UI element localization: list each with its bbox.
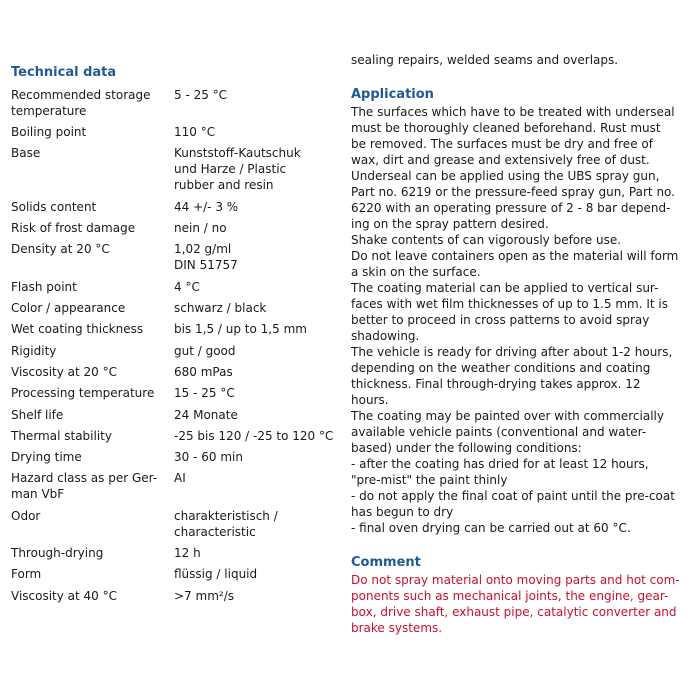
tech-label: Base bbox=[11, 146, 41, 160]
tech-value: 5 - 25 °C bbox=[174, 88, 228, 102]
tech-value: flüssig / liquid bbox=[174, 567, 258, 581]
tech-value: gut / good bbox=[174, 344, 236, 358]
tech-label: Drying time bbox=[11, 450, 82, 464]
tech-value: AI bbox=[174, 471, 186, 485]
top-continuation-text: sealing repairs, welded seams and overlaps. bbox=[351, 53, 619, 67]
tech-value: schwarz / black bbox=[174, 301, 267, 315]
tech-label: Processing temperature bbox=[11, 386, 155, 400]
tech-value: >7 mm²/s bbox=[174, 589, 234, 603]
tech-value: 30 - 60 min bbox=[174, 450, 243, 464]
tech-label: Thermal stability bbox=[11, 429, 112, 443]
tech-label: Hazard class as per Ger- man VbF bbox=[11, 471, 158, 501]
tech-label: Viscosity at 40 °C bbox=[11, 589, 118, 603]
tech-label: Density at 20 °C bbox=[11, 242, 110, 256]
tech-label: Risk of frost damage bbox=[11, 221, 136, 235]
tech-label: Solids content bbox=[11, 200, 97, 214]
tech-value: 110 °C bbox=[174, 125, 216, 139]
application-heading: Application bbox=[351, 87, 434, 102]
tech-value: -25 bis 120 / -25 to 120 °C bbox=[174, 429, 334, 443]
tech-value: 680 mPas bbox=[174, 365, 233, 379]
tech-label: Flash point bbox=[11, 280, 77, 294]
tech-value: 1,02 g/ml DIN 51757 bbox=[174, 242, 238, 272]
tech-value: charakteristisch / characteristic bbox=[174, 509, 278, 539]
tech-label: Viscosity at 20 °C bbox=[11, 365, 118, 379]
tech-label: Shelf life bbox=[11, 408, 64, 422]
tech-label: Boiling point bbox=[11, 125, 87, 139]
tech-value: 15 - 25 °C bbox=[174, 386, 235, 400]
tech-label: Recommended storage temperature bbox=[11, 88, 151, 118]
tech-label: Form bbox=[11, 567, 42, 581]
tech-value: 24 Monate bbox=[174, 408, 238, 422]
tech-value: Kunststoff-Kautschuk und Harze / Plastic rubber and resin bbox=[174, 146, 301, 192]
tech-label: Rigidity bbox=[11, 344, 57, 358]
tech-label: Odor bbox=[11, 509, 41, 523]
comment-heading: Comment bbox=[351, 555, 421, 570]
application-text: The surfaces which have to be treated with underseal must be thoroughly cleaned beforehand. Rust must be removed. The surfaces must be dry and free of wax, dirt and grease and extensively free of dust. Underseal can be applied using the UBS spray gun, Part no. 6219 or the pressure-feed spray gun, Part no. 6220 with an operating pressure of 2 - 8 bar depend- ing on the spray pattern desired. Shake contents of can vigorously before use. Do not leave containers open as the material will form a skin on the surface. The coating material can be applied to vertical sur- faces with wet film thicknesses of up to 1.5 mm. It is better to proceed in cross patterns to avoid spray shadowing. The vehicle is ready for driving after about 1-2 hours, depending on the weather conditions and coating thickness. Final through-drying takes approx. 12 hours. The coating may be painted over with commercially available vehicle paints (conventional and water- based) under the following conditions: - after the coating has dried for at least 12 hours, "pre-mist" the paint thinly - do not apply the final coat of paint until the pre-coat has begun to dry - final oven drying can be carried out at 60 °C. bbox=[351, 105, 679, 535]
tech-label: Through-drying bbox=[11, 546, 104, 560]
tech-value: 4 °C bbox=[174, 280, 200, 294]
tech-value: 12 h bbox=[174, 546, 201, 560]
tech-value: nein / no bbox=[174, 221, 227, 235]
tech-value: bis 1,5 / up to 1,5 mm bbox=[174, 322, 307, 336]
comment-text: Do not spray material onto moving parts and hot com- ponents such as mechanical joints, the engine, gear- box, drive shaft, exhaust pipe, catalytic converter and brake systems. bbox=[351, 573, 680, 635]
tech-label: Wet coating thickness bbox=[11, 322, 144, 336]
technical-data-heading: Technical data bbox=[11, 65, 117, 80]
tech-value: 44 +/- 3 % bbox=[174, 200, 239, 214]
tech-label: Color / appearance bbox=[11, 301, 126, 315]
